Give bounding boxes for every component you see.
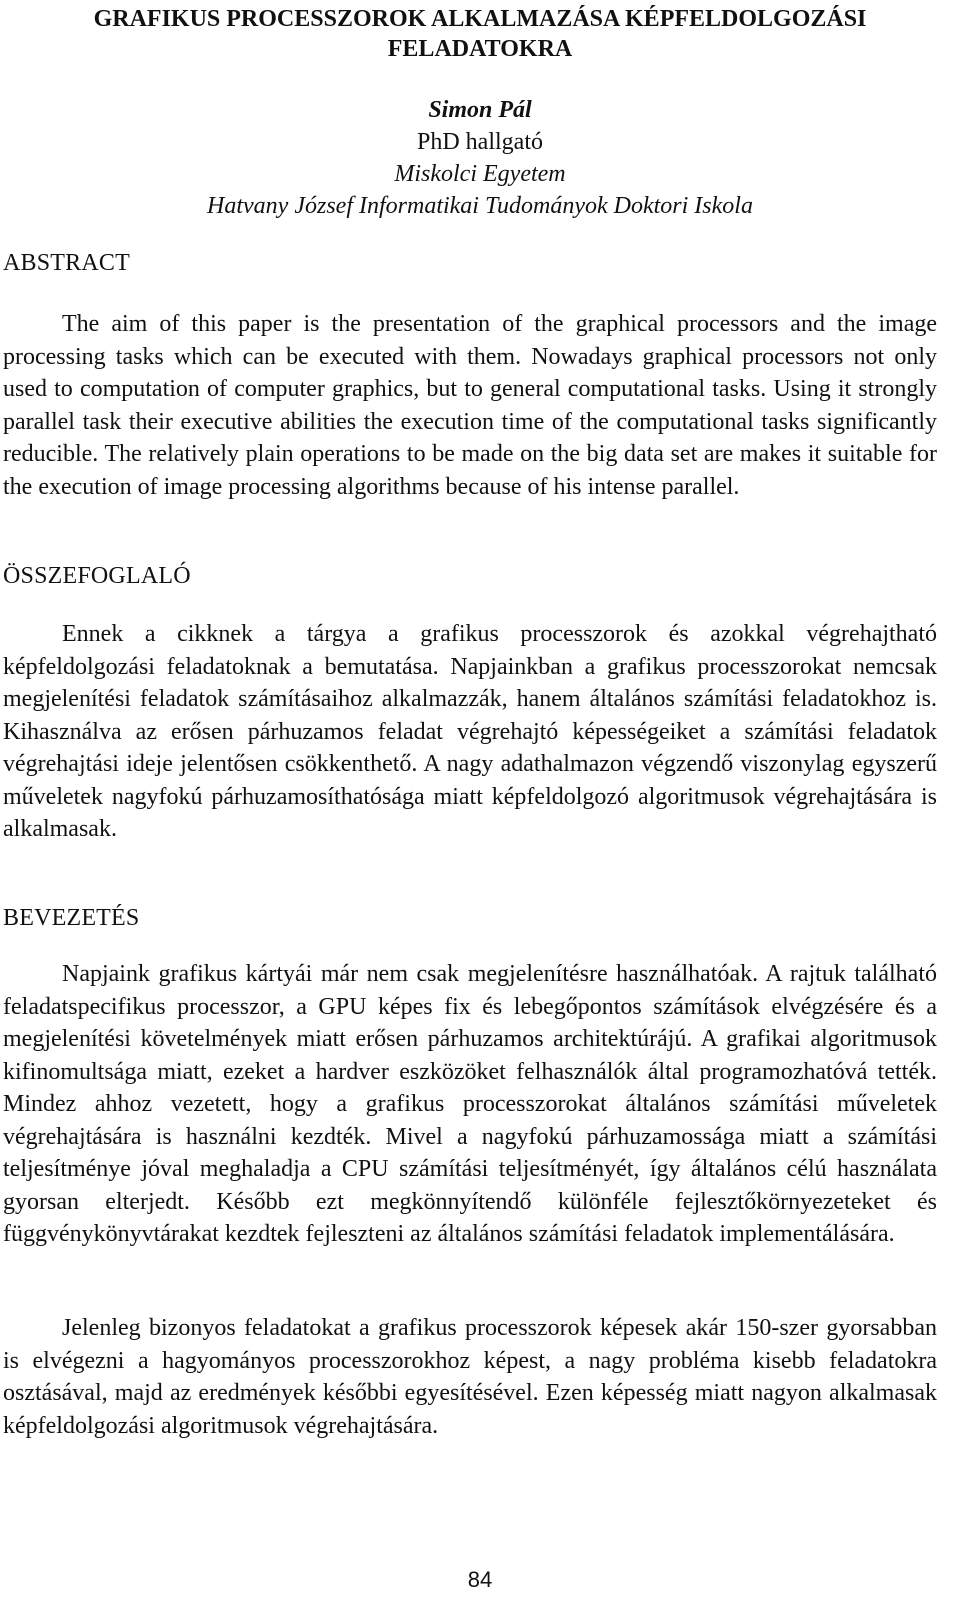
author-block [0,94,960,222]
osszefoglalo-body: Ennek a cikknek a tárgya a grafikus processzorok és azokkal végrehajtható képfeldolgozási feladatoknak a bemutatása. Napjainkban a grafikus processzorokat nemcsak megjelenítési feladatok számításaihoz alkalmazzák, hanem általános számítási feladatokhoz is. Kihasználva az erősen párhuzamos feladat végrehajtó képességeiket a számítási feladatok végrehajtási ideje jelentősen csökkenthető. A nagy adathalmazon végzendő viszonylag egyszerű műveletek nagyfokú párhuzamosíthatósága miatt képfeldolgozó algoritmusok végrehajtására is alkalmasak. [3,621,937,842]
author-name: Simon Pál [428,97,532,123]
author-role: PhD hallgató [417,129,543,155]
author-school: Hatvany József Informatikai Tudományok Doktori Iskola [207,193,753,219]
abstract-heading: ABSTRACT [3,250,130,276]
bevezetes-heading: BEVEZETÉS [3,905,140,931]
abstract-body: The aim of this paper is the presentation of the graphical processors and the image processing tasks which can be executed with them. Nowadays graphical processors not only used to computation of computer graphics, but to general computational tasks. Using it strongly parallel task their executive abilities the execution time of the computational tasks significantly reducible. The relatively plain operations to be made on the big data set are makes it suitable for the execution of image processing algorithms because of his intense parallel. [3,311,937,500]
bevezetes-paragraph-2: Jelenleg bizonyos feladatokat a grafikus processzorok képesek akár 150-szer gyorsabban is elvégezni a hagyományos processzorokhoz képest, a nagy probléma kisebb feladatokra osztásával, majd az eredmények későbbi egyesítésével. Ezen képesség miatt nagyon alkalmasak képfeldolgozási algoritmusok végrehajtására. [3,1315,937,1439]
page-number: 84 [467,1567,493,1592]
author-university: Miskolci Egyetem [394,161,566,187]
osszefoglalo-heading: ÖSSZEFOGLALÓ [3,563,191,589]
bevezetes-paragraph-1: Napjaink grafikus kártyái már nem csak megjelenítésre használhatóak. A rajtuk található feladatspecifikus processzor, a GPU képes fix és lebegőpontos számítások elvégzésére és a megjelenítési követelmények miatt erősen párhuzamos architektúrájú. A grafikai algoritmusok kifinomultsága miatt, ezeket a hardver eszközöket felhasználók által programozhatóvá tették. Mindez ahhoz vezetett, hogy a grafikus processzorokat általános számítási műveletek végrehajtására is használni kezdték. Mivel a nagyfokú párhuzamossága miatt a számítási teljesítménye jóval meghaladja a CPU számítási teljesítményét, így általános célú használata gyorsan elterjedt. Később ezt megkönnyítendő különféle fejlesztőkörnyezeteket és függvénykönyvtárakat kezdtek fejleszteni az általános számítási feladatok implementálására. [3,961,937,1247]
paper-title: GRAFIKUS PROCESSZOROK ALKALMAZÁSA KÉPFELDOLGOZÁSI FELADATOKRA [93,6,867,62]
